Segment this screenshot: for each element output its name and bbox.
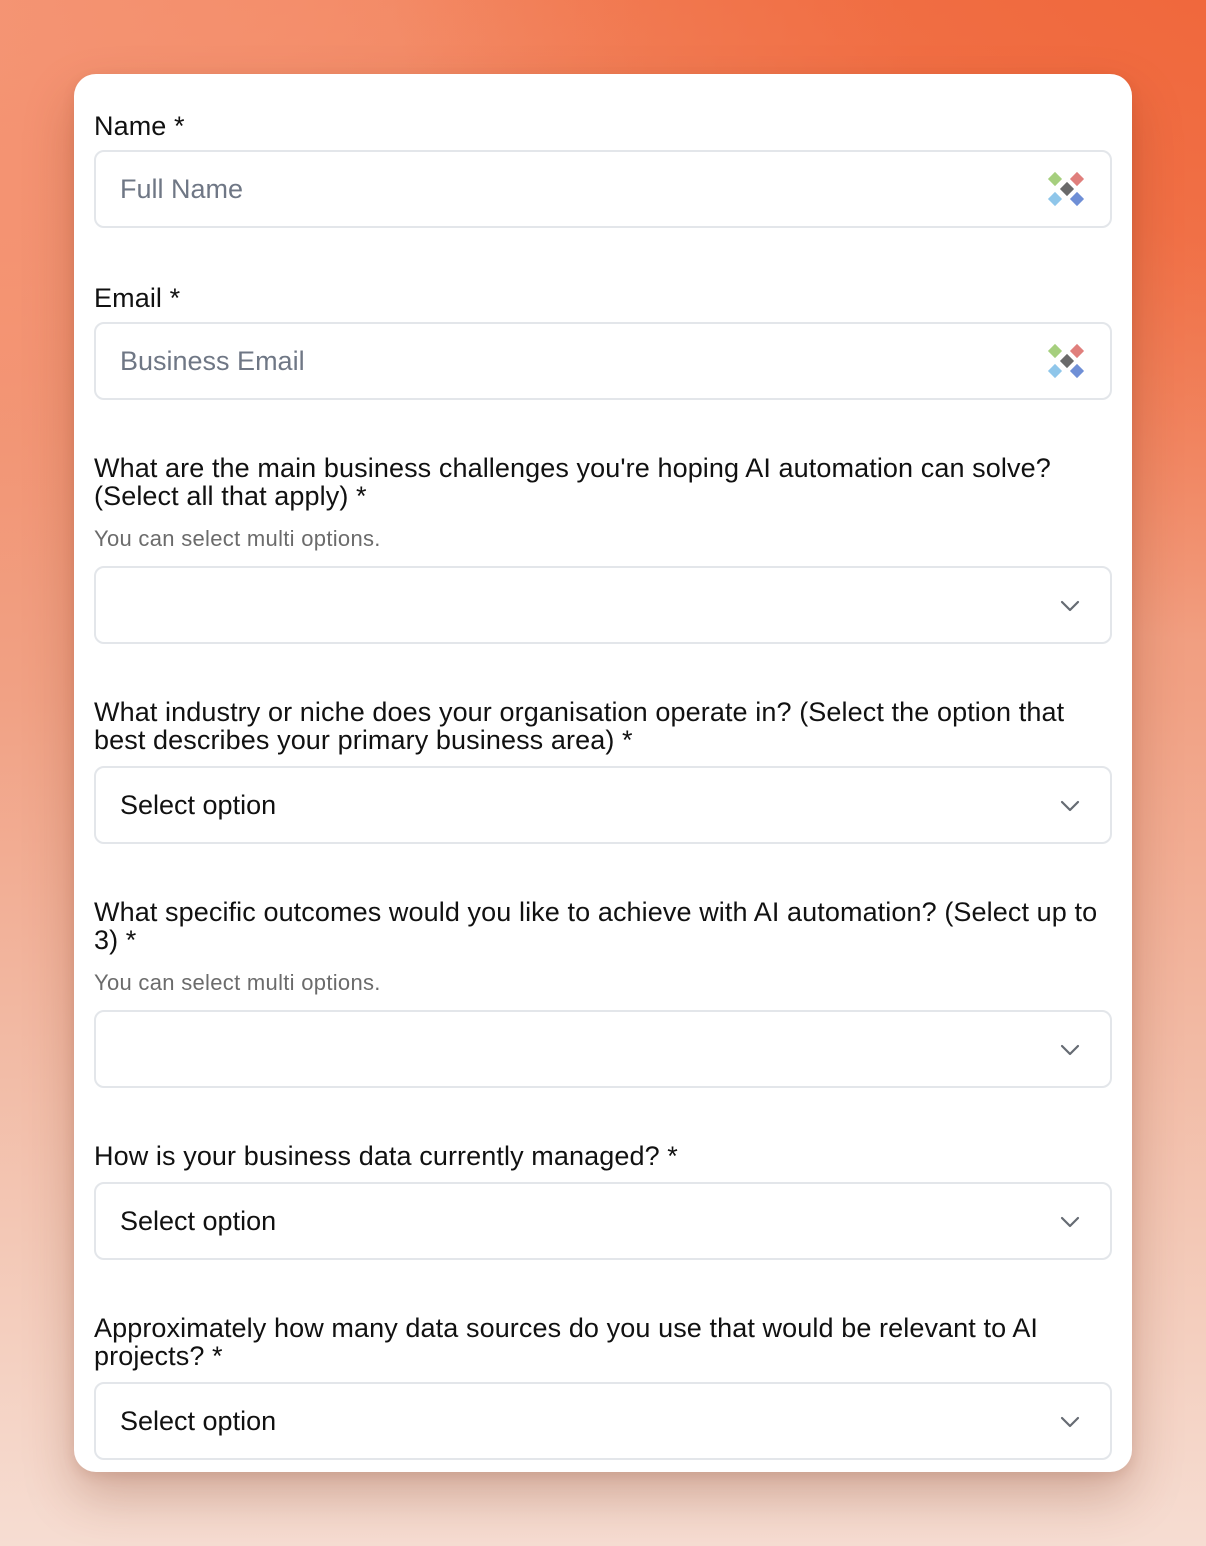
challenges-label: What are the main business challenges you're hoping AI automation can solve? (Select all that apply) *: [94, 453, 1051, 511]
email-field-wrapper: [94, 322, 1112, 400]
industry-selected-value: Select option: [120, 790, 277, 820]
outcomes-multiselect[interactable]: [94, 1010, 1112, 1088]
chevron-down-icon: [1058, 1210, 1082, 1234]
form-card: [74, 74, 1132, 1472]
name-input[interactable]: [96, 152, 1110, 226]
name-field-wrapper: [94, 150, 1112, 228]
name-label: Name *: [94, 111, 185, 141]
chevron-down-icon: [1058, 1410, 1082, 1434]
outcomes-label: What specific outcomes would you like to achieve with AI automation? (Select up to 3) *: [94, 897, 1098, 955]
chevron-down-icon: [1058, 794, 1082, 818]
data-management-select[interactable]: [94, 1182, 1112, 1260]
data-sources-label: Approximately how many data sources do you use that would be relevant to AI projects? *: [94, 1313, 1039, 1371]
data-sources-selected-value: Select option: [120, 1406, 277, 1436]
password-manager-icon[interactable]: [1046, 342, 1088, 384]
email-input[interactable]: [96, 324, 1110, 398]
industry-label: What industry or niche does your organisation operate in? (Select the option that best describes your primary business area) *: [94, 697, 1065, 755]
industry-select[interactable]: [94, 766, 1112, 844]
challenges-hint: You can select multi options.: [94, 526, 381, 551]
data-sources-select[interactable]: [94, 1382, 1112, 1460]
password-manager-icon[interactable]: [1046, 170, 1088, 212]
chevron-down-icon: [1058, 1038, 1082, 1062]
data-management-label: How is your business data currently managed? *: [94, 1141, 678, 1171]
email-label: Email *: [94, 283, 181, 313]
data-management-selected-value: Select option: [120, 1206, 277, 1236]
challenges-multiselect[interactable]: [94, 566, 1112, 644]
chevron-down-icon: [1058, 594, 1082, 618]
outcomes-hint: You can select multi options.: [94, 970, 381, 995]
